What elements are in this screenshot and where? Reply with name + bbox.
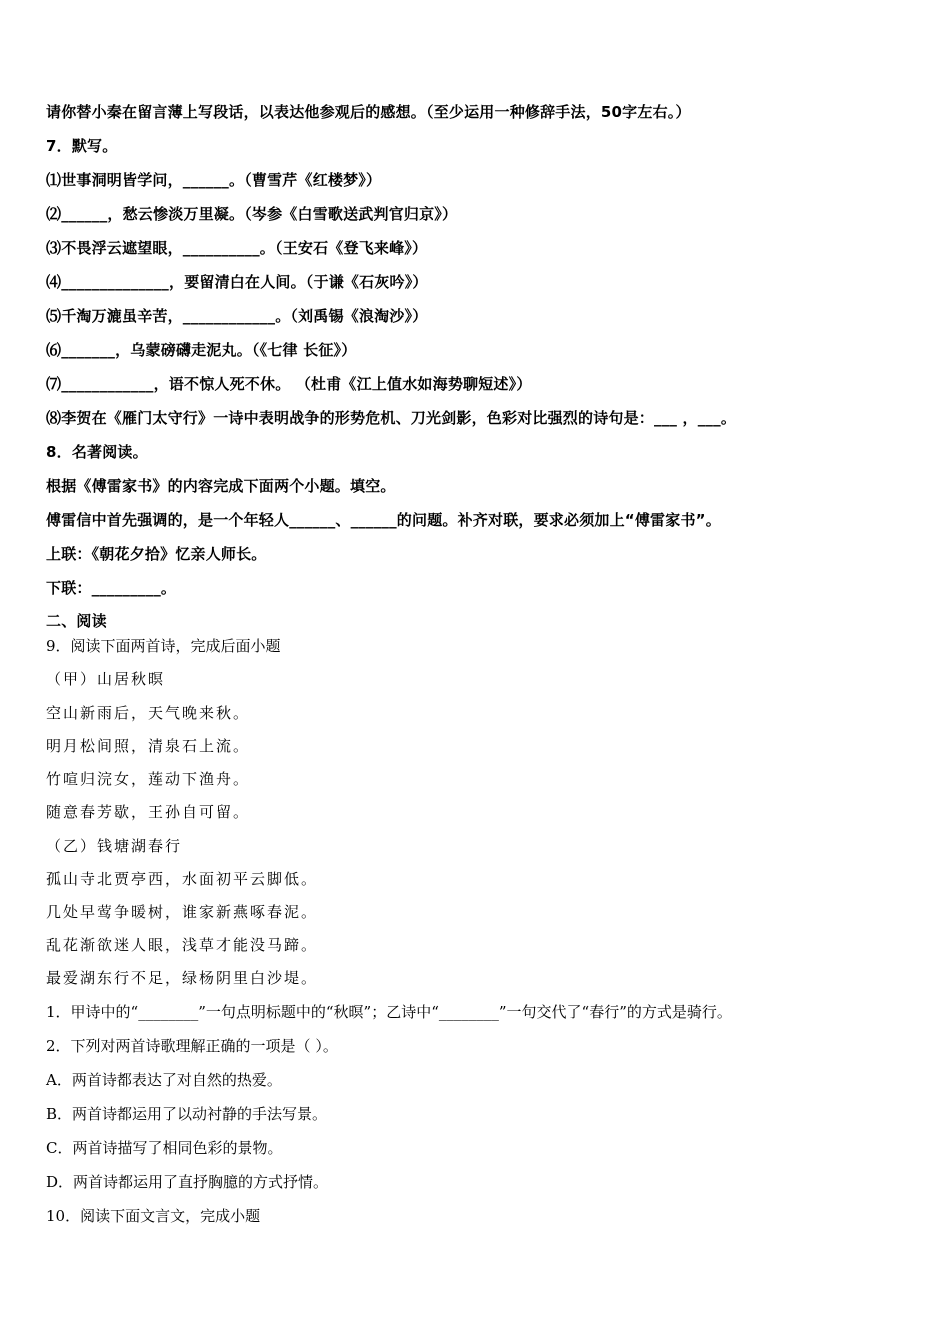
question-9-sub-1: 1．甲诗中的“________”一句点明标题中的“秋暝”；乙诗中“________”一句交代了“春行”的方式是骑行。 [46, 1003, 732, 1021]
question-9-option-c: C．两首诗描写了相同色彩的景物。 [46, 1139, 283, 1157]
question-7-item-8: ⑻李贺在《雁门太守行》一诗中表明战争的形势危机、刀光剑影，色彩对比强烈的诗句是：___ ，___。 [46, 409, 737, 427]
poem-b-line-1: 孤山寺北贾亭西，水面初平云脚低。 [46, 870, 319, 888]
question-7-item-7: ⑺____________，语不惊人死不休。 （杜甫《江上值水如海势聊短述》） [46, 375, 532, 393]
poem-b-line-2: 几处早莺争暖树，谁家新燕啄春泥。 [46, 903, 319, 921]
question-7-item-6: ⑹_______，乌蒙磅礴走泥丸。（《七律 长征》） [46, 341, 357, 359]
question-9-title: 9．阅读下面两首诗，完成后面小题 [46, 637, 281, 655]
question-10-title: 10．阅读下面文言文，完成小题 [46, 1207, 261, 1225]
poem-a-line-4: 随意春芳歇，王孙自可留。 [46, 803, 251, 821]
poem-a-line-2: 明月松间照，清泉石上流。 [46, 737, 251, 755]
poem-a-line-3: 竹喧归浣女，莲动下渔舟。 [46, 770, 251, 788]
question-9-option-b: B．两首诗都运用了以动衬静的手法写景。 [46, 1105, 328, 1123]
poem-b-title: （乙）钱塘湖春行 [46, 837, 183, 855]
question-9-sub-2: 2．下列对两首诗歌理解正确的一项是（ ）。 [46, 1037, 338, 1055]
question-8-upper-couplet: 上联：《朝花夕拾》忆亲人师长。 [46, 545, 267, 563]
question-7-item-1: ⑴世事洞明皆学问，______。（曹雪芹《红楼梦》） [46, 171, 382, 189]
question-7-title: 7．默写。 [46, 137, 118, 155]
question-9-option-d: D．两首诗都运用了直抒胸臆的方式抒情。 [46, 1173, 329, 1191]
intro-prompt: 请你替小秦在留言薄上写段话，以表达他参观后的感想。（至少运用一种修辞手法，50字左右。） [46, 103, 691, 121]
poem-a-line-1: 空山新雨后，天气晚来秋。 [46, 704, 251, 722]
question-7-item-2: ⑵______，愁云惨淡万里凝。（岑参《白雪歌送武判官归京》） [46, 205, 458, 223]
question-8-lower-couplet: 下联：_________。 [46, 579, 177, 597]
question-7-item-3: ⑶不畏浮云遮望眼，__________。（王安石《登飞来峰》） [46, 239, 428, 257]
question-9-option-a: A．两首诗都表达了对自然的热爱。 [46, 1071, 282, 1089]
question-7-item-4: ⑷______________，要留清白在人间。（于谦《石灰吟》） [46, 273, 428, 291]
question-8-intro: 根据《傅雷家书》的内容完成下面两个小题。填空。 [46, 477, 396, 495]
poem-b-line-4: 最爱湖东行不足，绿杨阴里白沙堤。 [46, 969, 319, 987]
question-7-item-5: ⑸千淘万漉虽辛苦，____________。（刘禹锡《浪淘沙》） [46, 307, 428, 325]
poem-a-title: （甲）山居秋暝 [46, 670, 166, 688]
section-2-heading: 二、阅读 [46, 612, 107, 630]
poem-b-line-3: 乱花渐欲迷人眼，浅草才能没马蹄。 [46, 936, 319, 954]
question-8-item-1: 傅雷信中首先强调的，是一个年轻人______、______的问题。补齐对联，要求必须加上“傅雷家书”。 [46, 511, 721, 529]
question-8-title: 8．名著阅读。 [46, 443, 148, 461]
